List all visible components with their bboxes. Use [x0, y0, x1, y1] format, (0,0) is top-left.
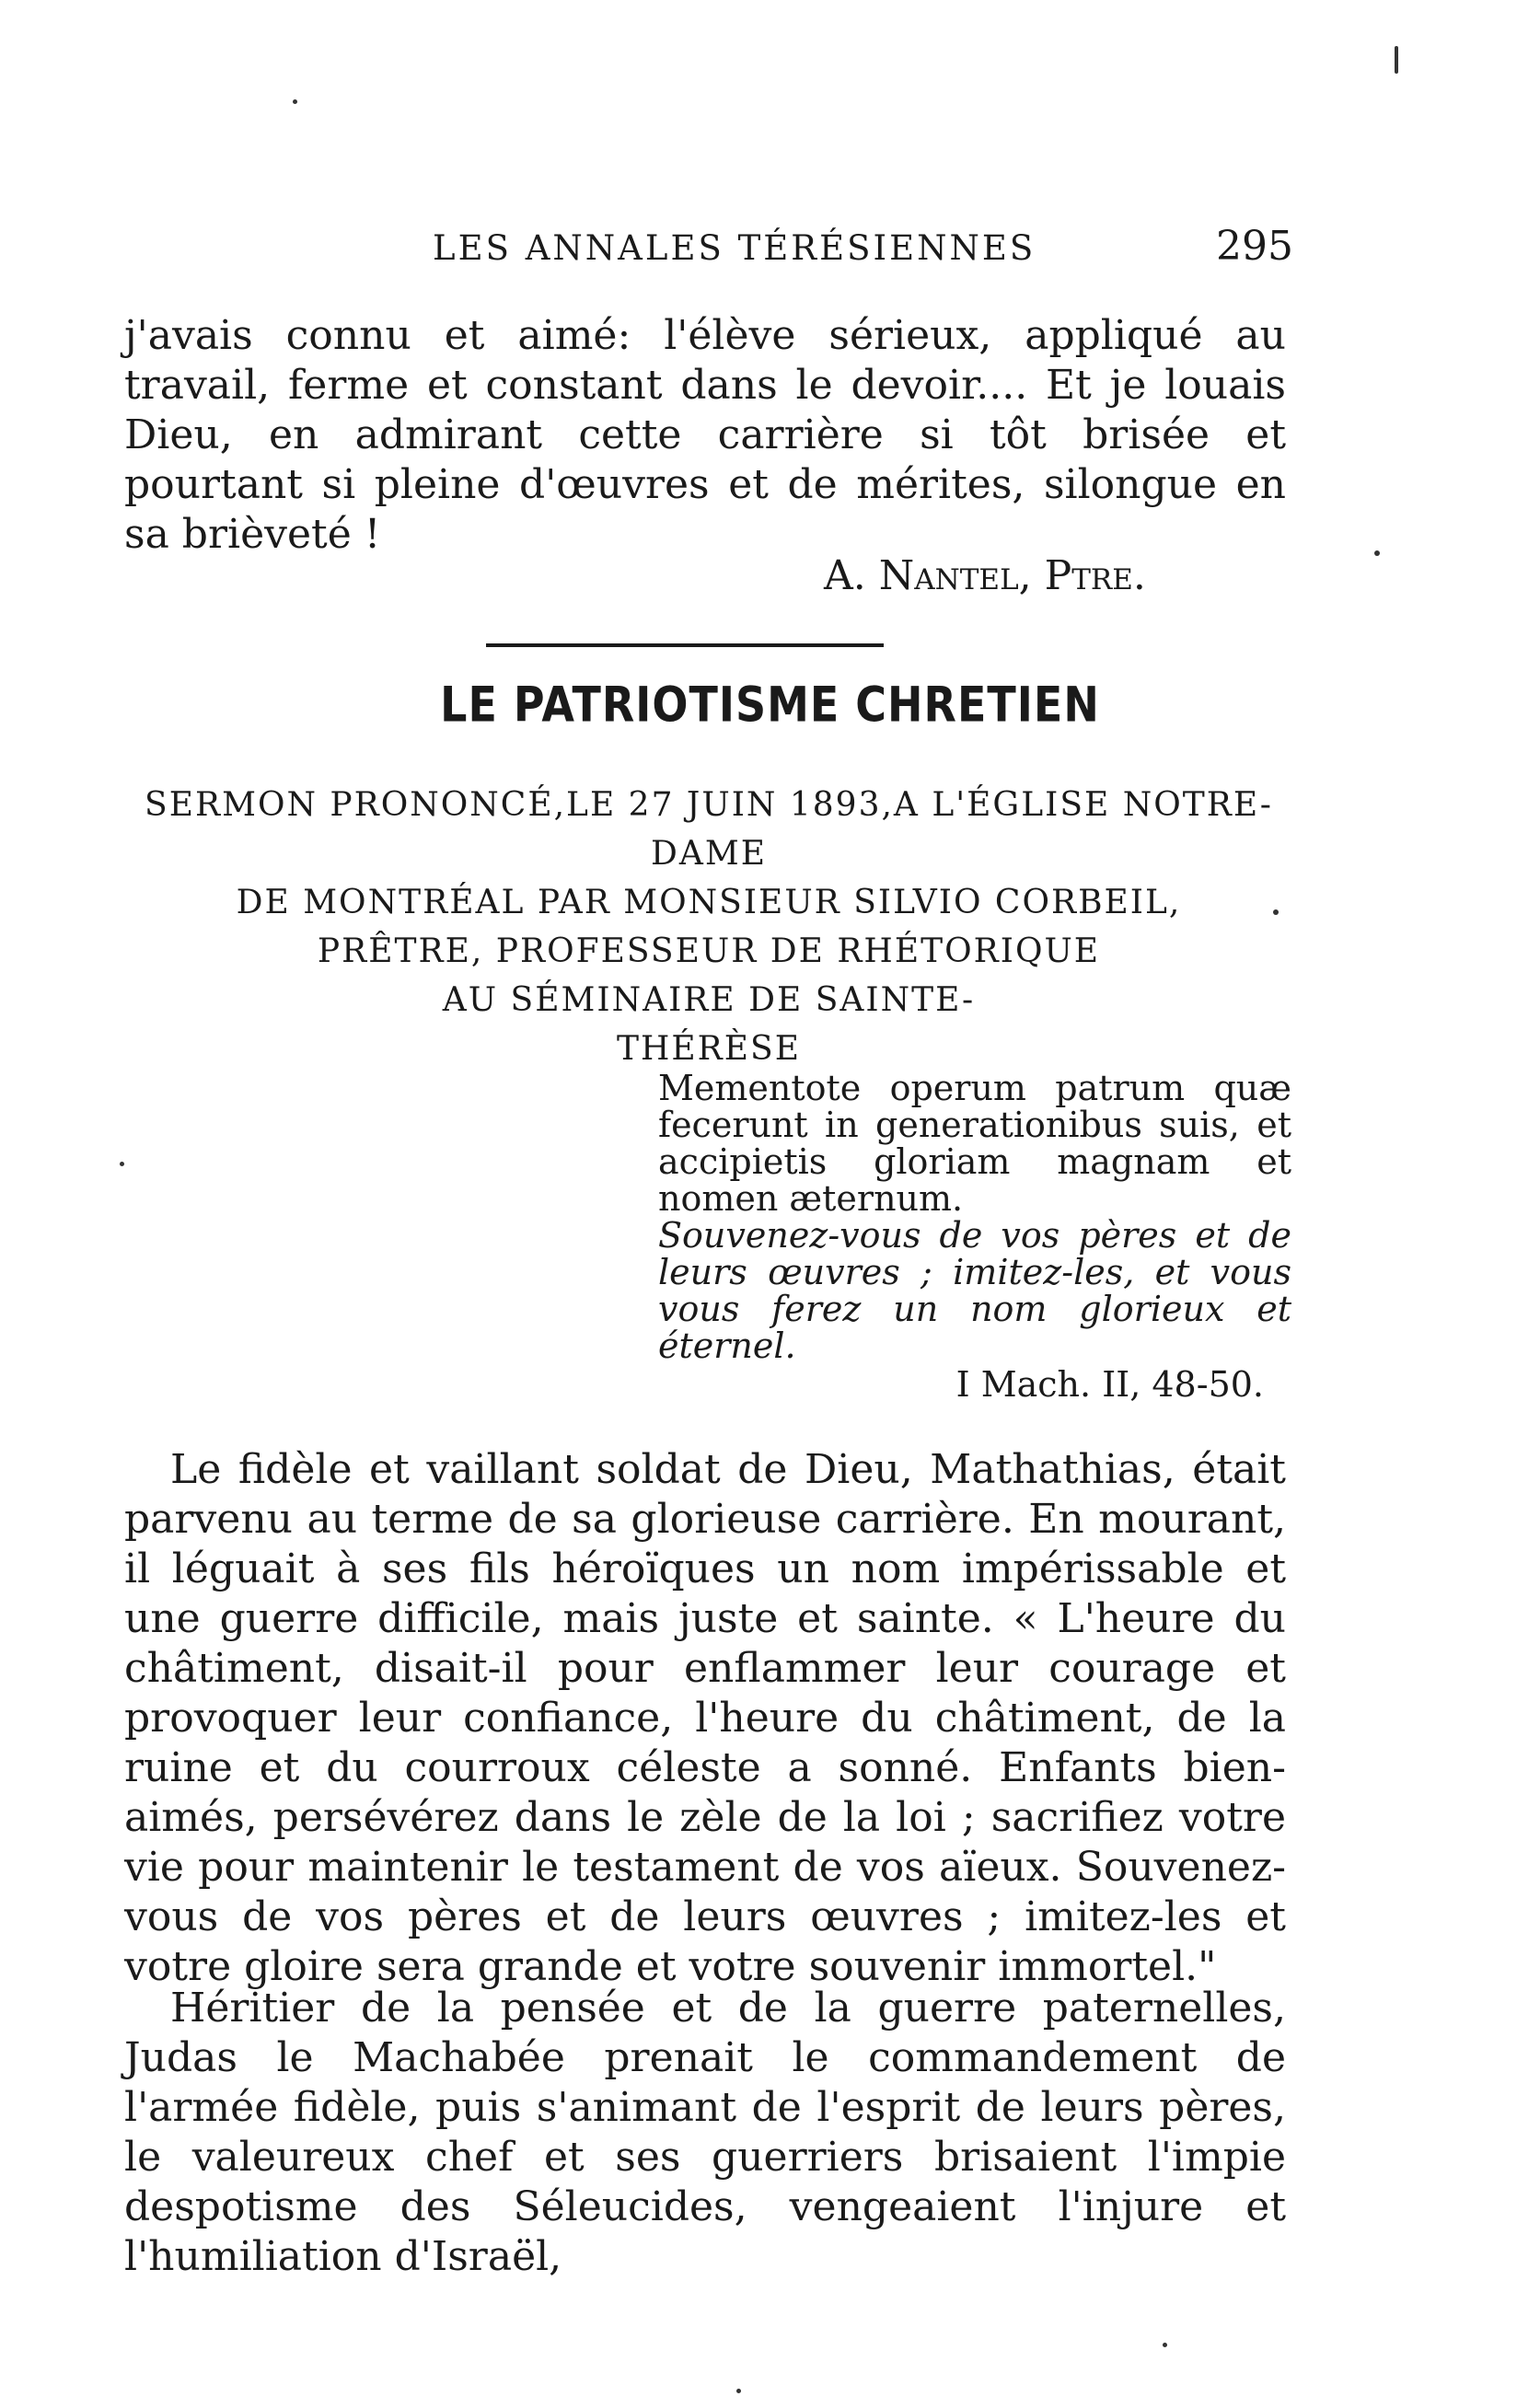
intro-paragraph: j'avais connu et aimé: l'élève sérieux, appliqué au travail, ferme et constant dans le devoir.... Et je louais Dieu, en admirant cette carrière si tôt brisée et pourtant si pleine d'œuvres et de mérites, silongue en sa brièveté !: [124, 312, 1286, 558]
article-title: LE PATRIOTISME CHRETIEN: [440, 675, 1100, 734]
article-subtitle: [110, 781, 1307, 1073]
print-speck: [1395, 46, 1398, 74]
body-paragraph-1: Le fidèle et vaillant soldat de Dieu, Mathathias, était parvenu au terme de sa glorieuse carrière. En mourant, il léguait à ses fils héroïques un nom impérissable et une guerre difficile, mais juste et sainte. « L'heure du châtiment, disait-il pour enflammer leur courage et provoquer leur confiance, l'heure du châtiment, de la ruine et du courroux céleste a sonné. Enfants bien-aimés, persévérez dans le zèle de la loi ; sacrifiez votre vie pour maintenir le testament de vos aïeux. Souvenez-vous de vos pères et de leurs œuvres ; imitez-les et votre gloire sera grande et votre souvenir immortel.": [124, 1446, 1286, 1990]
subtitle-line: SERMON PRONONCÉ,LE 27 JUIN 1893,A L'ÉGLISE NOTRE-DAME: [145, 786, 1273, 873]
subtitle-line: AU SÉMINAIRE DE SAINTE-: [442, 981, 976, 1019]
author-signature: A. Nantel, Ptre.: [824, 552, 1146, 599]
epigraph-french: Souvenez-vous de vos pères et de leurs œuvres ; imitez-les, et vous vous ferez un nom glorieux et éternel.: [658, 1215, 1291, 1366]
subtitle-line: THÉRÈSE: [616, 1030, 801, 1068]
epigraph-latin: Mementote operum patrum quæ fecerunt in generationibus suis, et accipietis gloriam magnam et nomen æternum.: [658, 1068, 1291, 1219]
print-speck: [1374, 550, 1380, 556]
page-number: 295: [1216, 223, 1293, 270]
epigraph-reference: I Mach. II, 48-50.: [955, 1364, 1264, 1405]
body-paragraph-2: Héritier de la pensée et de la guerre paternelles, Judas le Machabée prenait le commandement de l'armée fidèle, puis s'animant de l'esprit de leurs pères, le valeureux chef et ses guerriers brisaient l'impie despotisme des Séleucides, vengeaient l'injure et l'humiliation d'Israël,: [124, 1985, 1286, 2280]
print-speck: [1163, 2343, 1167, 2347]
print-speck: [293, 99, 297, 104]
print-speck: [736, 2389, 741, 2393]
print-speck: [120, 1162, 124, 1166]
epigraph: [658, 1070, 1291, 1403]
subtitle-line: DE MONTRÉAL PAR MONSIEUR SILVIO CORBEIL,: [236, 884, 1182, 921]
running-head: [124, 223, 1293, 274]
running-title: LES ANNALES TÉRÉSIENNES: [433, 228, 1036, 268]
subtitle-line: PRÊTRE, PROFESSEUR DE RHÉTORIQUE: [317, 932, 1101, 970]
section-divider: [486, 643, 884, 647]
print-speck: [1273, 909, 1279, 915]
